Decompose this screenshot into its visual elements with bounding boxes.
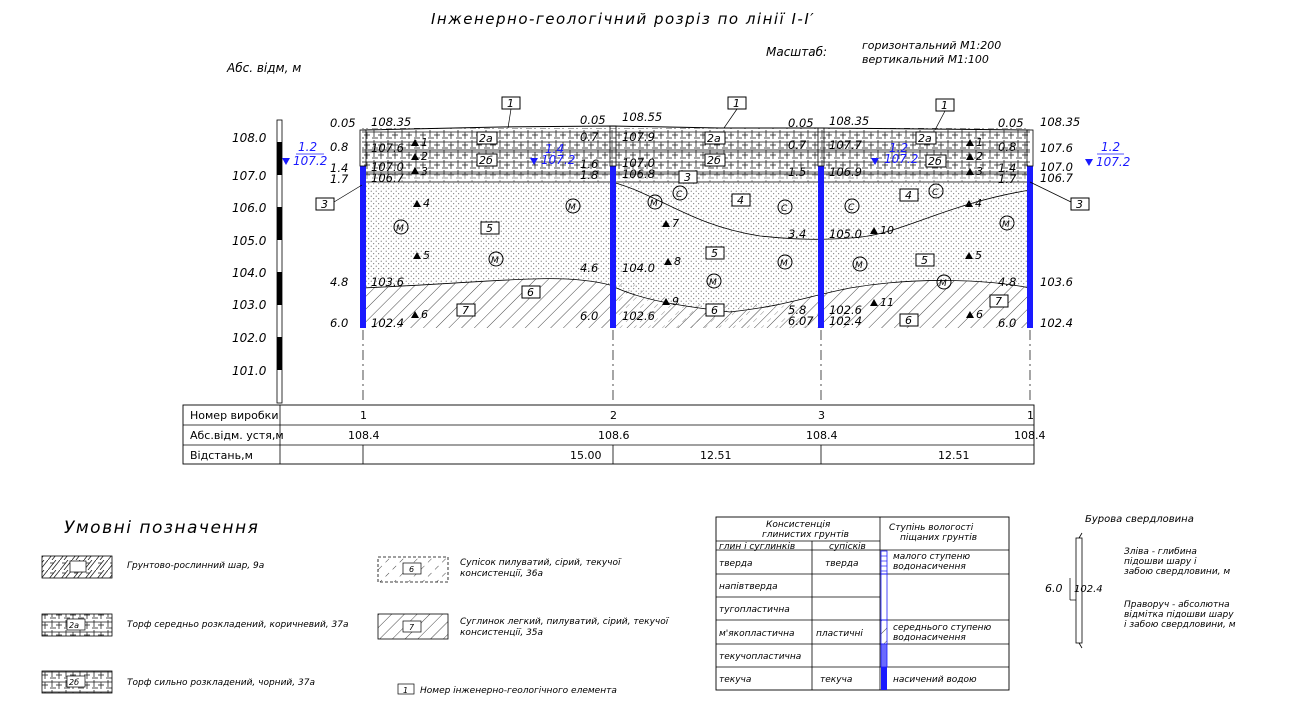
section-title: Інженерно-геологічний розріз по лінії І-І′ [431, 10, 816, 28]
legend-note: відмітка підошви шару [1124, 610, 1234, 620]
depth-label: 1.8 [580, 168, 599, 182]
soil-symbol: С [676, 190, 683, 200]
borehole-legend [1045, 514, 1236, 648]
depth-label: 0.05 [330, 116, 356, 130]
distance: 12.51 [700, 449, 732, 462]
elev-label: 106.7 [371, 171, 404, 185]
elev-label: 108.35 [371, 115, 412, 129]
collar-elevation: 108.4 [1014, 429, 1046, 442]
distance: 12.51 [938, 449, 970, 462]
elev-label: 108.35 [829, 114, 870, 128]
depth-label: 0.05 [998, 116, 1024, 130]
depth-label: 0.8 [330, 140, 349, 154]
table-cell: пластичні [816, 629, 863, 639]
soil-symbol: М [396, 224, 404, 234]
borehole-number: 1 [360, 409, 367, 422]
depth-label: 1.5 [788, 165, 807, 179]
table-row-label: Відстань,м [190, 449, 253, 462]
table-cell: водонасичення [893, 562, 966, 572]
water-depth: 1.2 [889, 141, 909, 155]
table-cell: тверда [719, 559, 753, 569]
soil-symbol: М [1002, 220, 1010, 230]
water-depth: 1.2 [298, 140, 318, 154]
sample-number: 4 [423, 197, 430, 210]
distance: 15.00 [570, 449, 602, 462]
ige-tag: 7 [462, 304, 469, 317]
ige-tag: 5 [711, 247, 718, 260]
depth-label: 4.8 [998, 275, 1017, 289]
water-depth: 1.4 [545, 142, 565, 156]
depth-label: 1.4 [998, 161, 1017, 175]
elev-label: 107.7 [829, 138, 862, 152]
elev-label: 104.0 [622, 261, 655, 275]
elev-label: 106.9 [829, 165, 862, 179]
sample-number: 8 [674, 255, 681, 268]
legend-text: консистенції, 36а [460, 569, 544, 579]
table-cell: текуча [719, 675, 752, 685]
depth-label: 3.4 [788, 227, 807, 241]
depth-label: 5.8 [788, 303, 807, 317]
legend-text: Супісок пилуватий, сірий, текучої [460, 558, 621, 568]
depth-label: 6.0 [330, 316, 349, 330]
borehole-number: 3 [818, 409, 825, 422]
y-tick: 102.0 [232, 331, 267, 345]
table-cell: малого ступеню [893, 552, 971, 562]
legend-tag: 1 [403, 686, 409, 695]
depth-label: 0.05 [788, 116, 814, 130]
table-cell: тверда [825, 559, 859, 569]
water-elev: 107.2 [541, 153, 576, 167]
elev-label: 106.8 [622, 167, 655, 181]
y-tick: 107.0 [232, 169, 267, 183]
sample-number: 6 [976, 308, 983, 321]
legend [42, 518, 670, 696]
sample-number: 7 [672, 217, 679, 230]
ige-tag: 1 [507, 97, 514, 110]
water-level-icon [1085, 159, 1093, 166]
elev-label: 106.7 [1040, 171, 1073, 185]
y-tick: 101.0 [232, 364, 267, 378]
table-row-label: Номер виробки [190, 409, 279, 422]
depth-label: 0.05 [580, 113, 606, 127]
ige-tag: 4 [737, 194, 744, 207]
ige-tag: 2б [928, 155, 942, 168]
depth-label: 4.6 [580, 261, 599, 275]
soil-symbol: М [568, 203, 576, 213]
soil-symbol: М [939, 279, 947, 289]
elev-label: 108.55 [622, 110, 663, 124]
elev-label: 107.0 [1040, 160, 1073, 174]
table-header: піщаних грунтів [900, 533, 977, 543]
elevation-scale [232, 120, 282, 403]
legend-text: Суглинок легкий, пилуватий, сірий, текучої [460, 617, 669, 627]
depth-label: 6.0 [580, 309, 599, 323]
soil-symbol: С [781, 204, 788, 214]
sample-number: 11 [880, 296, 894, 309]
depth-label: 1.7 [998, 172, 1017, 186]
sample-number: 5 [975, 249, 982, 262]
table-row-label: Абс.відм. устя,м [190, 429, 284, 442]
ige-tag: 5 [486, 222, 493, 235]
sample-number: 1 [976, 136, 983, 149]
elev-label: 102.4 [829, 314, 862, 328]
legend-text: Торф сильно розкладений, чорний, 37а [127, 678, 315, 688]
legend-text: консистенції, 35а [460, 628, 544, 638]
depth-label: 1.6 [580, 157, 599, 171]
ige-tag: 3 [684, 171, 691, 184]
sample-number: 2 [421, 150, 428, 163]
soil-symbol: С [932, 188, 939, 198]
legend-tag: 7 [409, 623, 415, 632]
elev-label: 102.4 [1040, 316, 1073, 330]
depth-label: 0.7 [788, 138, 807, 152]
depth-label: 4.8 [330, 275, 349, 289]
ige-tag: 3 [1076, 198, 1083, 211]
scale-vertical: вертикальний М1:100 [862, 53, 989, 66]
table-cell: середнього ступеню [893, 623, 992, 633]
ige-tag: 2б [707, 154, 721, 167]
table-header: Консистенція [766, 520, 831, 530]
sample-number: 10 [880, 224, 894, 237]
y-axis-label: Абс. відм, м [227, 61, 302, 75]
elev-label: 107.6 [1040, 141, 1073, 155]
soil-symbol: М [650, 199, 658, 209]
legend-note: підошви шару і [1124, 557, 1197, 567]
sample-number: 5 [423, 249, 430, 262]
collar-elevation: 108.6 [598, 429, 630, 442]
legend-note: і забою свердловини, м [1124, 620, 1236, 630]
water-elev: 107.2 [884, 152, 919, 166]
ige-tag: 3 [321, 198, 328, 211]
ige-tag: 2а [918, 132, 932, 145]
table-cell: водонасичення [893, 633, 966, 643]
soil-symbol: С [848, 203, 855, 213]
elev-label: 108.35 [1040, 115, 1081, 129]
depth-label: 1.4 [330, 161, 349, 175]
table-cell: напівтверда [719, 582, 778, 592]
consistency-table [716, 517, 1009, 690]
soil-symbol: М [780, 259, 788, 269]
soil-symbol: М [709, 278, 717, 288]
legend-title: Умовні позначення [64, 518, 260, 538]
table-header: Ступінь вологості [889, 523, 974, 533]
sample-number: 2 [976, 150, 983, 163]
table-cell: текуча [820, 675, 853, 685]
elev-label: 103.6 [371, 275, 404, 289]
sample-number: 3 [976, 165, 983, 178]
table-cell: насичений водою [893, 675, 977, 685]
table-cell: м'якопластична [719, 629, 795, 639]
ige-tag: 1 [941, 99, 948, 112]
ige-tag: 6 [711, 304, 718, 317]
legend-depth: 6.0 [1045, 582, 1063, 595]
elev-label: 107.9 [622, 130, 655, 144]
soil-symbol: М [491, 256, 499, 266]
legend-note: Праворуч - абсолютна [1124, 600, 1230, 610]
sample-number: 1 [421, 136, 428, 149]
depth-label: 1.7 [330, 172, 349, 186]
ige-tag: 6 [527, 286, 534, 299]
borehole-number: 2 [610, 409, 617, 422]
elev-label: 107.0 [371, 160, 404, 174]
scale-label: Масштаб: [766, 45, 828, 59]
collar-elevation: 108.4 [348, 429, 380, 442]
borehole-number: 1 [1027, 409, 1034, 422]
depth-label: 0.7 [580, 130, 599, 144]
water-level-icon [282, 158, 290, 165]
ige-tag: 7 [995, 295, 1002, 308]
depth-label: 0.8 [998, 140, 1017, 154]
sample-number: 3 [421, 165, 428, 178]
legend-text: Грунтово-рослинний шар, 9а [127, 561, 265, 571]
elev-label: 102.6 [829, 303, 862, 317]
elev-label: 102.6 [622, 309, 655, 323]
legend-text: Торф середньо розкладений, коричневий, 37а [127, 620, 349, 630]
legend-elev: 102.4 [1074, 584, 1103, 595]
elev-label: 103.6 [1040, 275, 1073, 289]
water-depth: 1.2 [1101, 140, 1121, 154]
y-tick: 108.0 [232, 131, 267, 145]
legend-tag: 2а [69, 621, 79, 630]
sample-number: 6 [421, 308, 428, 321]
ige-tag: 2б [479, 154, 493, 167]
table-header: глинистих грунтів [762, 530, 849, 540]
legend-text: Номер інженерно-геологічного елемента [420, 686, 617, 696]
y-tick: 106.0 [232, 201, 267, 215]
ige-tag: 1 [733, 97, 740, 110]
section-table [183, 405, 1046, 464]
sample-number: 9 [672, 295, 679, 308]
borehole-legend-title: Бурова свердловина [1085, 514, 1194, 525]
water-elev: 107.2 [1096, 155, 1131, 169]
elev-label: 107.0 [622, 156, 655, 170]
elev-label: 102.4 [371, 316, 404, 330]
table-cell: тугопластична [719, 605, 790, 615]
scale-horizontal: горизонтальний М1:200 [862, 39, 1002, 52]
y-tick: 103.0 [232, 298, 267, 312]
table-subheader: глин і суглинків [719, 542, 796, 552]
legend-note: Зліва - глибина [1124, 547, 1197, 557]
table-subheader: супісків [829, 542, 866, 552]
ige-tag: 5 [921, 254, 928, 267]
y-tick: 104.0 [232, 266, 267, 280]
depth-label: 6.07 [788, 314, 814, 328]
soil-symbol: М [855, 261, 863, 271]
ige-tag: 2а [707, 132, 721, 145]
water-elev: 107.2 [293, 154, 328, 168]
ige-tag: 4 [905, 189, 912, 202]
depth-label: 6.0 [998, 316, 1017, 330]
legend-note: забою свердловини, м [1124, 567, 1231, 577]
table-cell: текучопластична [719, 652, 802, 662]
ige-tag: 6 [905, 314, 912, 327]
y-tick: 105.0 [232, 234, 267, 248]
collar-elevation: 108.4 [806, 429, 838, 442]
legend-tag: 6 [409, 565, 415, 574]
sample-number: 4 [975, 197, 982, 210]
ige-tag: 2а [479, 132, 493, 145]
legend-tag: 2б [69, 678, 80, 687]
elev-label: 107.6 [371, 141, 404, 155]
elev-label: 105.0 [829, 227, 862, 241]
